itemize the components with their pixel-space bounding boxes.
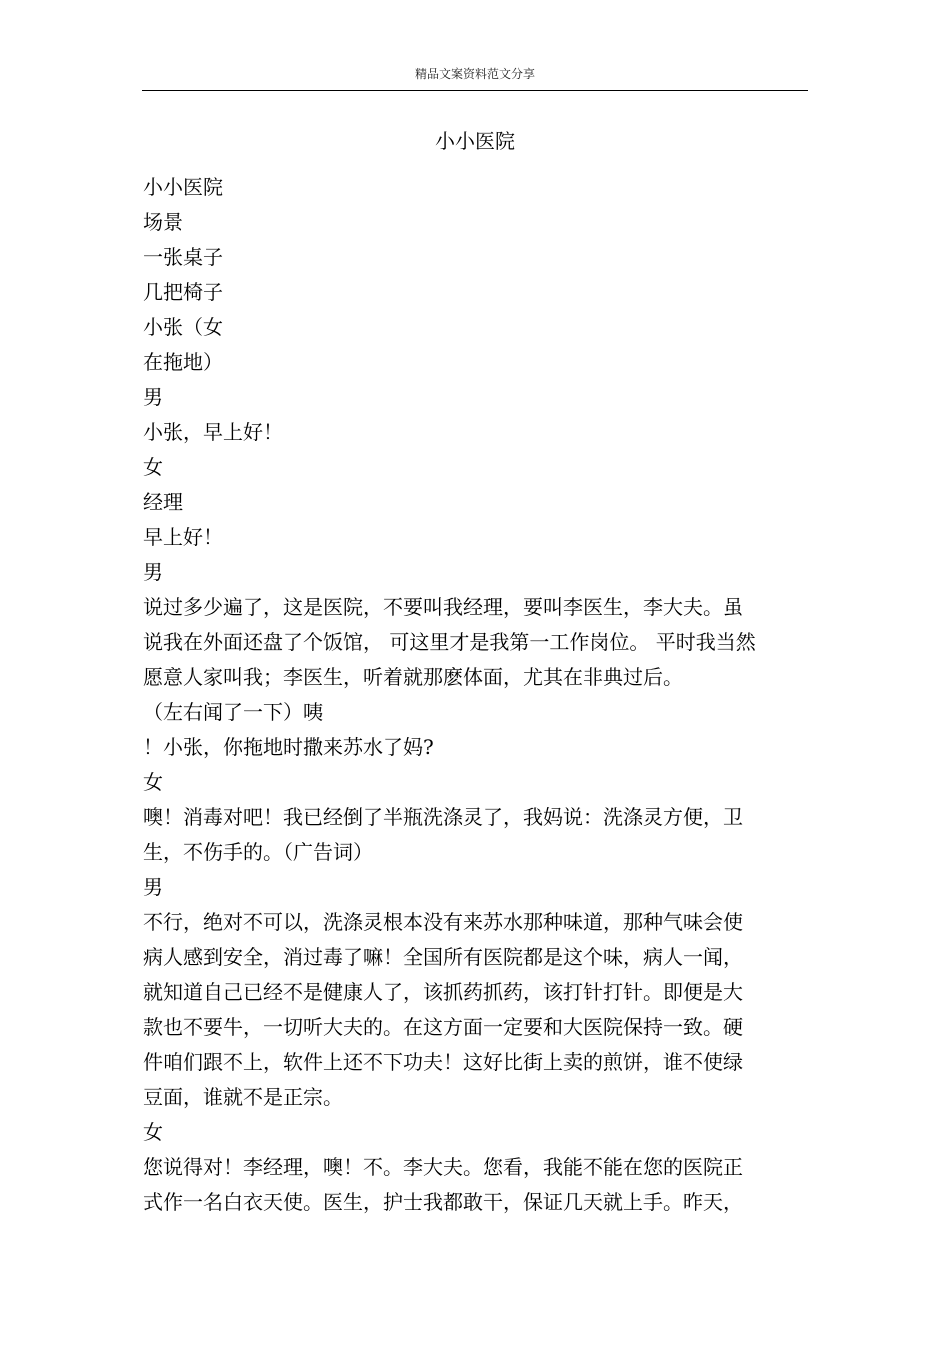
body-line: 豆面，谁就不是正宗。 <box>143 1085 343 1109</box>
body-line: 一张桌子 <box>143 245 223 269</box>
body-line: 女 <box>143 455 163 479</box>
body-line: 女 <box>143 770 163 794</box>
body-line: 小小医院 <box>143 175 223 199</box>
body-line: （左右闻了一下）咦 <box>143 700 323 724</box>
body-line: 男 <box>143 560 163 584</box>
body-line: ！小张，你拖地时撒来苏水了妈? <box>143 735 434 759</box>
body-line: 噢！消毒对吧！我已经倒了半瓶洗涤灵了，我妈说：洗涤灵方便，卫 <box>143 805 743 829</box>
body-line: 说过多少遍了，这是医院，不要叫我经理，要叫李医生，李大夫。虽 <box>143 595 743 619</box>
header-divider <box>142 90 808 91</box>
body-line: 生，不伤手的。（广告词） <box>143 840 373 864</box>
body-line: 小张，早上好！ <box>143 420 283 444</box>
body-line: 款也不要牛，一切听大夫的。在这方面一定要和大医院保持一致。硬 <box>143 1015 743 1039</box>
body-line: 女 <box>143 1120 163 1144</box>
body-line: 愿意人家叫我；李医生，听着就那麽体面，尤其在非典过后。 <box>143 665 683 689</box>
document-title: 小小医院 <box>435 129 515 153</box>
body-line: 就知道自己已经不是健康人了，该抓药抓药，该打针打针。即便是大 <box>143 980 743 1004</box>
body-line: 说我在外面还盘了个饭馆， 可这里才是我第一工作岗位。 平时我当然 <box>143 630 756 654</box>
body-line: 几把椅子 <box>143 280 223 304</box>
body-line: 您说得对！李经理，噢！不。李大夫。您看，我能不能在您的医院正 <box>143 1155 743 1179</box>
body-line: 病人感到安全，消过毒了嘛！全国所有医院都是这个味，病人一闻， <box>143 945 743 969</box>
body-line: 早上好！ <box>143 525 223 549</box>
body-line: 男 <box>143 875 163 899</box>
body-line: 经理 <box>143 490 183 514</box>
body-line: 场景 <box>143 210 183 234</box>
body-line: 件咱们跟不上，软件上还不下功夫！这好比街上卖的煎饼，谁不使绿 <box>143 1050 743 1074</box>
body-line: 不行，绝对不可以，洗涤灵根本没有来苏水那种味道，那种气味会使 <box>143 910 743 934</box>
body-line: 男 <box>143 385 163 409</box>
body-line: 式作一名白衣天使。医生，护士我都敢干，保证几天就上手。昨天， <box>143 1190 743 1214</box>
body-line: 小张（女 <box>143 315 223 339</box>
document-body <box>143 170 805 1220</box>
running-header: 精品文案资料范文分享 <box>414 67 535 81</box>
body-line: 在拖地） <box>143 350 223 374</box>
